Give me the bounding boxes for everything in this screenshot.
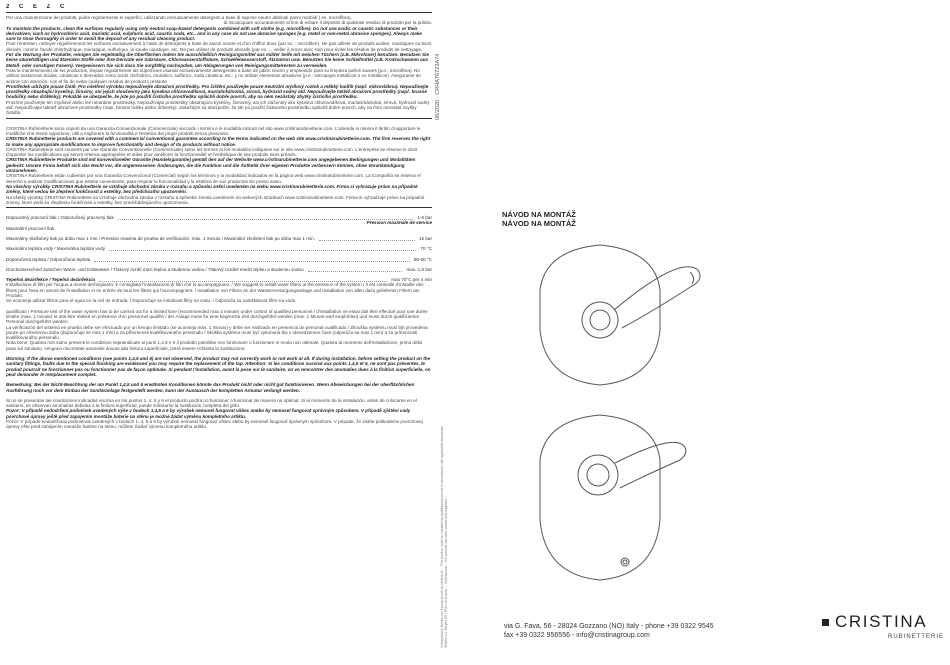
spec-row: Druckunterschied zwischen Warm- und Kaltwasser / Tlakový rozdíl mezi teplou a studenou vodou / Tlakový rozdiel medzi teplou a studenou vodou max. 1,5 bar	[6, 266, 432, 272]
divider	[6, 118, 432, 119]
note-warning-de: Bemerkung: Bei der Nicht-Beachtung der am Punkt 1,4,5 und 6 erwähnten Konditionen könnte das Produkt nicht oder nicht gut funktionieren. Wenn Abweichungen bei der oberflächlichen Ausführung noch vor dem Einbau der Sanitäranlage festgestellt werden, kann der Austausch der kompletten Armatur verlangt werden.	[6, 382, 415, 393]
brand-logo	[822, 612, 944, 640]
spine-fine-print: *Integrazione fornite con il prodotto per la verifica di ... The product must be installed by qualified personnel in accordance with applicable standards.	[440, 425, 444, 648]
title-line: NÁVOD NA MONTÁŽ	[502, 210, 576, 219]
spec-row: Pression maximale de service	[366, 220, 432, 226]
spec-list	[6, 215, 432, 282]
note-pressure-test: qualificato / Pressure test of the water system has to be carried out for a limited time (recommended max 1 minute) under control of qualified personnel / d'installation ne essai doit être effectué pour une durée limitée (max. 1 minute) et doit être réalisé en présence d'un personnel qualifié / der Anlage muss für eine begrenzte Zeit durchgeführt werden (max. 1 Minute wird empfohlen) und muss durch qualifiziertes Personal durchgeführt werden.	[6, 308, 428, 325]
note-filters-2: Se aconseja utilizar filtros para el agua en la red de entrada. / Doporučuje se instalovat filtry na vodu. / Odporúča sa nainštalovať filtre na vodu.	[6, 298, 297, 304]
maintenance-cz: Prostředek udržujte pouze čistě. Pro ošetření výrobku nepoužívejte abrazivní prostředky. Pro čištění používejte pouze neutrální mýdlový roztok a měkký hadřík (např. mikrovláknu). Nepoužívejte prostředky obsahující kyseliny, žíraviny, ani jejich sloučeniny jako kyselina chlorovodíková, muriatická/solná, sírová, hydroxid sodný atd. Nepoužívejte taktéž abrazivní prostředky (např. brusné houbičky nebo drátěnky). Pokaždé se ubezpečte, že jste po použití čisticího prostředku opláchli dobře povrch, aby na něm nezůstaly zbytky čisticího prostředku.	[6, 83, 429, 100]
mixer-illustration	[520, 230, 720, 610]
maintenance-es: Para la mantenimiento de los productos, limpiar regularmente las superficies usando exclusivamente detergentes a base de jabón neutro y empleando para su limpieza paños suaves (p.e.: microfibra). No utilizar sustancias ácidas, cáusticas o derivados como ácido clorhídrico, muriático, sulfúrico, soda cáustica, etc.; y no utilizar elementos abrasivos (p.e.: estropajos metálicos o no metálicos). Asegurarse de aclarar con atención, con el fin de evitar cualquier residuo de producto restante.	[6, 67, 421, 84]
divider	[6, 207, 432, 208]
note-filters: Installazione di filtri per l'acqua a monte dell'impianto: è consigliata l'installazione di filtri che lo accompagnano. / We suggest to install water filters at the entrance of the system / Il est conseillé d'installer des filtres pour l'eau en amont de l'installation et en entrée de tous les filtres qui l'accompagnent. / Installation von Filtern an der Wasserversorgungsanlage und Installation von allen dazu gelieferten Filtern am Produkt.	[6, 282, 424, 299]
spec-row: Maximálny skúšobný tlak po dobu max 1 min / Pression maxima de prueba de verificación, máx. 1 minuto / Maximální zkušební tlak po dobu max 1 min. 16 bar	[6, 235, 432, 241]
spine	[434, 8, 448, 658]
language-header: 2 Č E Ž Č	[6, 4, 69, 10]
warranty-cz: Na všechny výrobky CRISTINA Rubinetterie se vztahuje obchodní záruka v rozsahu a způsobu zněni uvedeném na webu www.cristinarubinetterie.com. Firma si vyhrazuje právo na případné změny, které vedou ke zlepšení funkčnosti a estetiky, bez předchozího upozornění.	[6, 183, 418, 195]
warranty-fr: CRISTINA Rubinetterie sont couverts par une Garantie Conventionnelle (Commerciale) selon les termes et les modalités indiquées sur le site www.cristinarubinetterie.com. L'entreprise se réserve le droit d'apporter les modifications qui seront retenus appropriées et utiles pour améliorer la fonctionnalité et l'esthétique de ses produits sans préavis.	[6, 146, 417, 158]
note-warning-cz: Pozor: V případě nedodržení podmínek uvedených výše v bodech 1,4,5 a 6 by výrobek nemusel fungovat vůbec anebo by nemusel fungovat správným způsobem. V případě zjištění vady povrchové úpravy ještě před zapojením montáže baterie na stěnu je možné žádat výměnu kompletního artiklu.	[6, 408, 411, 419]
address-line: via G. Fava, 56 - 28024 Gozzano (NO) Italy - phone +39 0322 9545	[504, 623, 714, 630]
spec-row: Maximální teplota vody / Maximálna teplota vody 70 °C	[6, 246, 432, 252]
date-code: 06/2020 - CRHAT6723A74	[435, 53, 441, 120]
company-address	[504, 622, 714, 640]
warranty-en: CRISTINA Rubinetterie products are covered with a commercial conventional guarantee according to the terms indicated on the web site www.cristinarubinetterie.com. The firm reserves the right to make any appropriate modifications to improve functionality and design of its products without notice.	[6, 136, 431, 147]
warranty-es: CRISTINA Rubinetterie están cubiertos por una Garantía Convencional (Comercial) según los términos y la modalidad indicados en la página web www.cristinarubinetterie.com. La Compañía se reserva el derecho a realizar modificaciones que estime conveniente, para mejorar la funcionalidad y la estética de sus productos sin previo aviso.	[6, 173, 421, 184]
spec-row: Maximální pracovní tlak	[6, 225, 55, 231]
instructions-column	[6, 4, 432, 660]
note-warning-es: Si no se presentan las condiciones indicadas encima en los puntos 1, 4, 5 y 6 el producto podría no funcionar o funcionar de manera no optimal. Si al momento de la instalación, antes de colocarse en el sanitario, se observan anomalías debidas a la finitura superficial, puede solicitarse la sustitución completa del grifo.	[6, 397, 417, 409]
note-pressure-test-2: La verificación del sistema en prueba debe ser efectuado por un tiempo limitado (se aconseja máx. 1 minuto) y debe ser realizado en presencia de personal cualificado / Zkouška systému musí být provedena pouze po omezenou dobu (doporučuje se max 1 min) a za přítomnosti kvalifikovaného personálu / Skúška systému musí byť vykonaná iba v obmedzenom čase (odporúča sa max 1 min) a za prítomnosti kvalifikovaného personálu.	[6, 324, 428, 341]
cover-title	[502, 210, 576, 228]
spec-row: Dopouzdný pracovní tlak / Odporučaný pracovný tlak 1-5 bar	[6, 215, 432, 221]
spec-row: Tepelná dezinfekce / Tepelná dezinfekcia max 70°C per 4 min	[6, 277, 432, 283]
brand-name: CRISTINA	[835, 612, 928, 631]
note-warning-sk: Pozor: V prípade nedodržania podmienok uvedených v bodoch 1, 4, 5 a 6 by výrobok nemusel fungovať vôbec alebo by nemusel fungovať správnym spôsobom. V prípade, že zistíte poškodenie povrchovej úpravy ešte pred zahájením montáže batérie na stenu, môžete žiadať výmenu kompletného artiklu.	[6, 419, 423, 430]
logo-square-icon	[822, 619, 829, 626]
maintenance-sk: Prosíme používejte len mydlové alebo iné neutrálne prostriedky. Nepoužívajte prostriedky obsahujúce kyseliny, žieraviny, ani ich zlúčeniny ako kyselina chlorovodíková, muriatická/solná, sírová, hydroxid sodný atď. Nepoužívajte taktiež abrazívne prostriedky (napr. brúsne hubky alebo drôtenky). Zakaždým sa ubezpečte, že ste po použití čistiaceho prostriedku opláchli dobre povrch, aby na ňom nezostali zvyšky čistidla.	[6, 99, 430, 116]
warranty-it: CRISTINA Rubinetterie sono coperti da una Garanzia Convenzionale (Commerciale) secondo i termini e le modalità indicati nel sito www.cristinarubinetterie.com. L'azienda si riserva il diritto di apportare le modifiche che riterrà opportune, utili a migliorare la funzionalità e l'estetica dei propri prodotti senza preavviso.	[6, 125, 421, 136]
maintenance-fr: Pour l'entretien, nettoyer régulièrement les surfaces exclusivement à l'aide de détergents à base de savon neutre et d'un chiffon doux (par ex. : microfibre). Ne pas utiliser de produits acides, caustiques ou leurs dérivés, comme l'acide chlorhydrique, muriatique, sulfurique, la soude caustique, etc. Ne pas utiliser de produits abrasifs (par ex. ... veiller à rincer avec soin pour éviter les résidus de produits de nettoyage.	[6, 41, 432, 52]
note-warning-en: Warning: If the above mentioned conditions (see points 1,4,5 and 6) are not observed, the product may not correctly work or not work at all. If during installation, before setting the product on the sanitary fittings, faults due to the special finishing are evidenced you may require the replacement of the tap. Attention: Si les conditions susvisé aux points 1,4,5 et 6, ne sont pas présentes, le produit pourrait ne fonctionner pas ou fonctionner pas de façon optimale. Si pendant l'installation, avant la pose sur le sanitaire, on va rencontrer des anomalies dues à la finition superficielle, on peut demander le remplacement complet.	[6, 356, 431, 377]
maintenance-en: To maintain the products, clean the surfaces regularly using only neutral soap-based detergents combined with soft cloths (e.g. microfibre). Do not use acidic or caustic substances or their derivatives, such as hydrochloric acid, muriatic acid, sulphuric acid, caustic soda, etc., and in any case do not use abrasive sponges (e.g. metal or non-metal abrasive sponges). Always make sure to rinse thoroughly in order to avoid the deposit of any residual cleaning product.	[6, 25, 422, 42]
address-line: fax +39 0322 956556 - info@cristinagroup.com	[504, 632, 650, 639]
maintenance-it: Per una manutenzione dei prodotti, pulire regolarmente le superfici, utilizzando esclusivamente detergenti a base di sapone neutro abbinati panni morbidi ( es. microfibra).	[6, 15, 352, 20]
warranty-sk: Na všetky výrobky CRISTINA Rubinetterie sa vzťahuje obchodná záruka v rozsahu a spôsobe znenia uvedenom na webových stránkach www.cristinarubinetterie.com. Firma si vyhradzuje právo na prípadné zmeny, ktoré vedú ku zlepšeniu funkčnosti a estetiky, bez predchádzajúceho upozornenia.	[6, 194, 425, 205]
maintenance-it-2: di risciacquare accuratamente al fine di evitare il deposito di qualsiasi residuo di prodotto per la pulizia.	[223, 20, 432, 26]
maintenance-de: Für die Wartung der Produkte, reinigen Sie regelmäßig die Oberflächen indem Sie ausschließlich Reinigungsmittel aus milder Seife mit weichen Tüchern (z.B. Mikrofaser) benutzen. Benutzen Sie keine säurehältigen und ätzenden Stoffe oder ihre Derivate wie Salzsäure, Chlorwasserstoffsäure, Schwefelwasserstoff, Ätznatron usw. Benutzen Sie keine Schleifmittel (z.B. Kratzschwamm aus Metall- oder sonstigen Fasern). Vergewissern Sie sich dass Sie sorgfältig nachspülen, um Ablagerungen von Reinigungsmittelresten zu vermeiden.	[6, 52, 429, 68]
warranty-de: CRISTINA Rubinetterie Produkte sind mit konventioneller Garantie (Handelsgarantie) gemäß den auf der Website www.cristinarubinetterie.com angegebenen Bedingungen und Modalitäten gedeckt. Unsere Firma behält sich das Recht vor, die angemessenen Änderungen, die die Funktion und die Ästhetik ihrer eigenen Produkte verbessern können, ohne Vorankündigung vorzunehmen.	[6, 157, 416, 174]
divider	[6, 12, 432, 13]
spec-row: Doporučená teplota / Odporúčaná teplota 50-60 °C	[6, 256, 432, 262]
spine-fine-print-2: *Bolero Il.1 Tacyes E2 / Plis L di Grazie, ... Ordinances ... the product has been tested and supplied ... .	[444, 493, 448, 648]
brand-subtitle: RUBINETTERIE	[888, 634, 945, 640]
title-line: NÁVOD NA MONTÁŽ	[502, 219, 576, 228]
note-conditions-it: Nota bene: Qualora non siano presenti le condizioni sopraindicate ai punti 1,4,5 e 6 il prodotto potrebbe non funzionare o funzionare in modo non ottimale. Qualora al momento dell'installazione, prima della posa sul sanitario, vengano riscontrate anomalie dovute alla finitura superficiale, potrà essere richiesta la sostituzione.	[6, 340, 423, 351]
